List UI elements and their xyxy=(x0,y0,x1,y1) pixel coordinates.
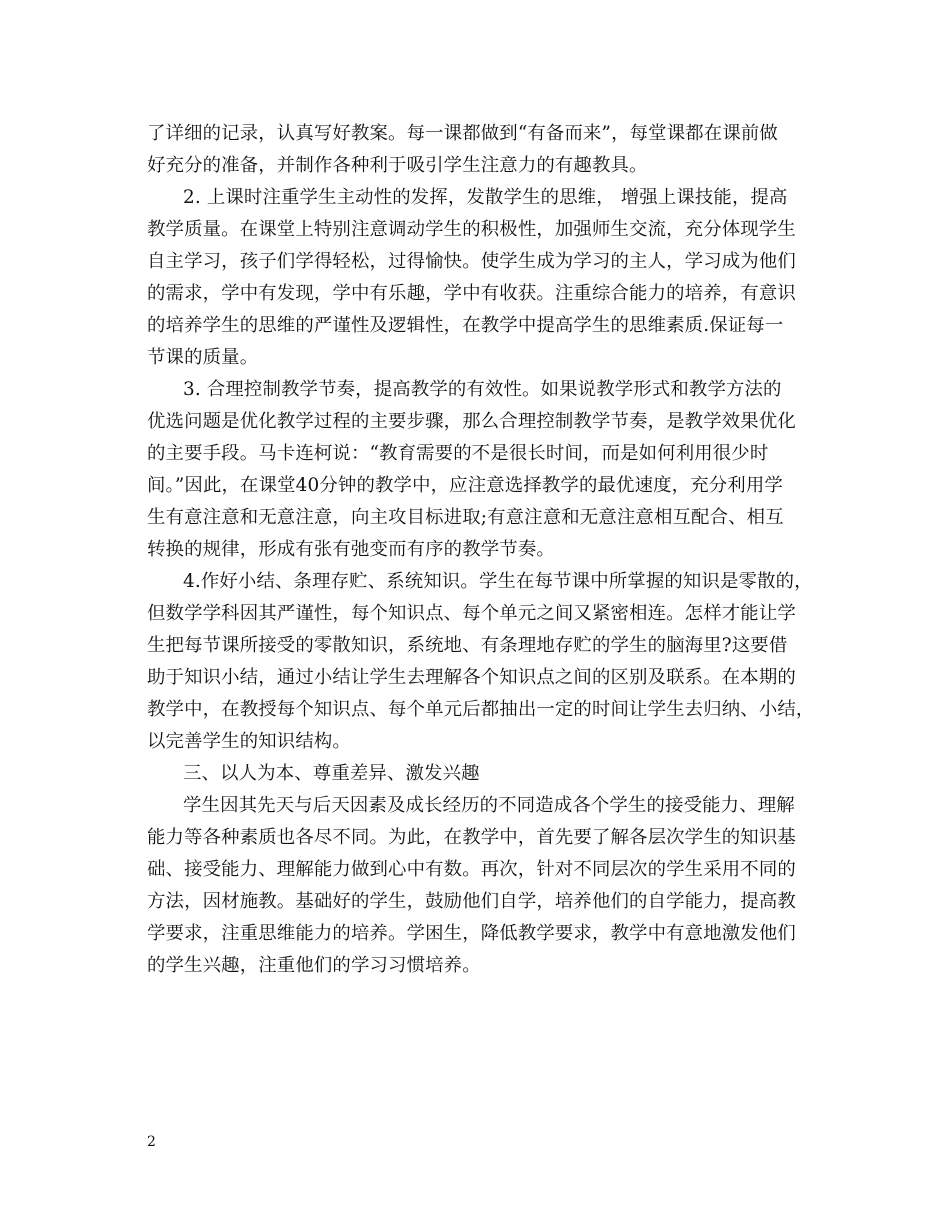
text-line: 学要求，注重思维能力的培养。学困生，降低教学要求，教学中有意地激发他们 xyxy=(147,923,796,944)
text-line: 节课的质量。 xyxy=(147,347,259,368)
text-line: 以完善学生的知识结构。 xyxy=(147,731,351,752)
text-line: 但数学学科因其严谨性，每个知识点、每个单元之间又紧密相连。怎样才能让学 xyxy=(147,603,796,624)
text-line: 2. 上课时注重学生主动性的发挥，发散学生的思维， 增强上课技能，提高 xyxy=(183,187,788,208)
text-line: 了详细的记录，认真写好教案。每一课都做到“有备而来”，每堂课都在课前做 xyxy=(147,123,778,144)
text-line: 教学质量。在课堂上特别注意调动学生的积极性，加强师生交流，充分体现学生 xyxy=(147,219,796,240)
text-line: 3. 合理控制教学节奏，提高教学的有效性。如果说教学形式和教学方法的 xyxy=(183,379,782,400)
section-heading: 三、以人为本、尊重差异、激发兴趣 xyxy=(183,763,480,784)
text-line: 生有意注意和无意注意，向主攻目标进取;有意注意和无意注意相互配合、相互 xyxy=(147,507,784,528)
text-line: 助于知识小结，通过小结让学生去理解各个知识点之间的区别及联系。在本期的 xyxy=(147,667,796,688)
text-line: 间。”因此，在课堂40分钟的教学中，应注意选择教学的最优速度，充分利用学 xyxy=(147,475,783,496)
text-line: 能力等各种素质也各尽不同。为此，在教学中，首先要了解各层次学生的知识基 xyxy=(147,827,796,848)
text-line: 学生因其先天与后天因素及成长经历的不同造成各个学生的接受能力、理解 xyxy=(183,795,795,816)
text-line: 础、接受能力、理解能力做到心中有数。再次，针对不同层次的学生采用不同的 xyxy=(147,859,796,880)
text-line: 4.作好小结、条理存贮、系统知识。学生在每节课中所掌握的知识是零散的， xyxy=(183,571,813,592)
text-line: 的主要手段。马卡连柯说：“教育需要的不是很长时间，而是如何利用很少时 xyxy=(147,443,769,464)
text-line: 好充分的准备，并制作各种利于吸引学生注意力的有趣教具。 xyxy=(147,155,648,176)
text-line: 的学生兴趣，注重他们的学习习惯培养。 xyxy=(147,955,481,976)
text-line: 转换的规律，形成有张有弛变而有序的教学节奏。 xyxy=(147,539,555,560)
text-line: 的需求，学中有发现，学中有乐趣，学中有收获。注重综合能力的培养，有意识 xyxy=(147,283,796,304)
text-line: 优选问题是优化教学过程的主要步骤，那么合理控制教学节奏，是教学效果优化 xyxy=(147,411,796,432)
page-body xyxy=(147,118,815,982)
text-line: 的培养学生的思维的严谨性及逻辑性，在教学中提高学生的思维素质.保证每一 xyxy=(147,315,784,336)
page-number: 2 xyxy=(147,1134,156,1150)
text-line: 自主学习，孩子们学得轻松，过得愉快。使学生成为学习的主人，学习成为他们 xyxy=(147,251,796,272)
text-line: 生把每节课所接受的零散知识，系统地、有条理地存贮的学生的脑海里?这要借 xyxy=(147,635,788,656)
text-line: 方法，因材施教。基础好的学生，鼓励他们自学，培养他们的自学能力，提高教 xyxy=(147,891,796,912)
text-line: 教学中，在教授每个知识点、每个单元后都抽出一定的时间让学生去归纳、小结， xyxy=(147,699,815,720)
